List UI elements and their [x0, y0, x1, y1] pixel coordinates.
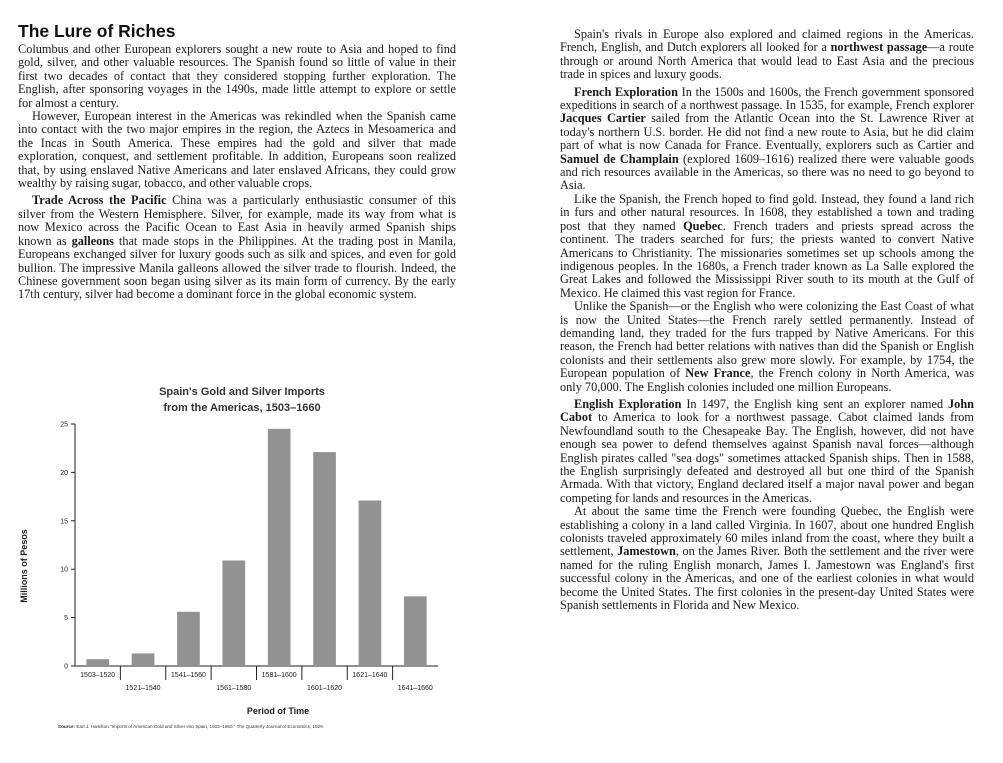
key-term-new-france: New France [685, 366, 751, 381]
bar-1641–1660 [404, 596, 427, 666]
chart-title-line-1: Spain's Gold and Silver Imports [159, 386, 325, 398]
y-tick-label: 5 [64, 615, 68, 623]
text-run: —a route through or around North America that would lead to East Asia and the precious trade in spices and luxury goods. [560, 40, 974, 82]
x-axis-label: Period of Time [246, 706, 310, 716]
text-run: Like the Spanish, the French hoped to find gold. Instead, they found a land rich in furs and other natural resources. In 1608, they established a town and trading post that they named [560, 191, 974, 233]
bar-1521–1540 [132, 653, 155, 666]
text-run: China was a particularly enthusiastic consumer of this silver from the Western Hemisphere. Silver, for example, made its way from what is now Mexico across the Pacific Ocean to East Asia in heavily armed Spanish ships known as [18, 193, 456, 248]
key-term-galleons: galleons [71, 233, 114, 248]
plot-area [60, 422, 438, 693]
bar-1601–1620 [313, 452, 336, 666]
subheading-english-exploration: English Exploration [574, 396, 682, 411]
key-term-jamestown: Jamestown [617, 544, 676, 559]
y-tick-label: 25 [60, 421, 68, 429]
text-run: In 1497, the English king sent an explorer named [681, 396, 949, 411]
y-tick-label: 15 [60, 518, 68, 526]
x-tick-label: 1621–1640 [352, 672, 388, 679]
x-tick-label: 1641–1660 [397, 685, 433, 692]
paragraph-jamestown [560, 505, 974, 612]
bar-1561–1580 [222, 560, 245, 666]
y-tick-label: 20 [60, 469, 68, 477]
key-term-northwest-passage: northwest passage [830, 40, 928, 55]
text-run: to America to look for a northwest passage. Cabot claimed lands from Newfoundland south to the Chesapeake Bay. The English, however, did not have enough sea power to defend themselves against Spanish naval forces—although English pirates called "sea dogs" sometimes attacked Spanish ships. Then in 1588, the English surprisingly defeated and destroyed all but one third of the Spanish Armada. With that victory, England declared itself a major naval power and began competing for lands and resources in the Americas. [560, 410, 974, 505]
text-run: , the French colony in North America, was only 70,000. The English colonies included one million Europeans. [560, 366, 974, 394]
y-axis-label: Millions of Pesos [19, 529, 29, 603]
y-tick-label: 0 [64, 663, 68, 671]
paragraph-french-exploration [560, 86, 974, 193]
paragraph-2: However, European interest in the Americas was rekindled when the Spanish came into contact with the two major empires in the region, the Aztecs in Mesoamerica and the Incas in South America. These empires had the gold and silver that made exploration, conquest, and settlement profitable. In addition, Europeans soon realized that, by using enslaved Native Americans and later enslaved Africans, they could grow wealthy by raising sugar, tobacco, and other valuable crops. [18, 109, 456, 191]
x-tick-label: 1601–1620 [307, 685, 343, 692]
bar-chart [18, 376, 458, 732]
text-run: (explored 1609–1616) realized there were valuable goods and rich resources available in the Americas, so there was no need to go beyond to Asia. [560, 151, 974, 193]
chart-source [58, 724, 458, 729]
bar-1541–1560 [177, 612, 200, 666]
paragraph-rivals [560, 28, 974, 82]
paragraph-quebec [560, 193, 974, 300]
paragraph-english-exploration [560, 398, 974, 505]
section-title: The Lure of Riches [18, 21, 176, 41]
bar-1581–1600 [268, 429, 291, 666]
key-term-john-cabot: John Cabot [560, 396, 974, 425]
text-run: Spain's rivals in Europe also explored and claimed regions in the Americas. French, English, and Dutch explorers all looked for a [560, 27, 974, 55]
chart-title-line-2: from the Americas, 1503–1660 [163, 402, 321, 414]
source-label: Source: [58, 724, 76, 729]
text-run: Unlike the Spanish—or the English who were colonizing the East Coast of what is now the United States—the French rarely settled permanently. Instead of demanding land, they traded for the furs trapped by Native Americans. For this reason, the French had better relations with natives than did the Spanish or English colonists and their settlements also grew more slowly. For example, by 1754, the European population of [560, 299, 974, 381]
left-column [18, 0, 456, 302]
key-term-quebec: Quebec [683, 218, 723, 233]
text-run: At about the same time the French were founding Quebec, the English were establishing a colony in a land called Virginia. In 1607, about one hundred English colonists traveled approximately 60 miles inland from the coast, where they built a settlement, [560, 504, 974, 559]
bar-1503–1520 [86, 659, 109, 666]
key-term-jacques-cartier: Jacques Cartier [560, 111, 646, 126]
paragraph-1: Columbus and other European explorers sought a new route to Asia and hoped to find gold, silver, and other valuable resources. The Spanish found so little of value in their first two decades of contact that they considered stopping further exploration. The English, after sponsoring voyages in the 1490s, made little attempt to explore or settle for almost a century. [18, 42, 456, 110]
subheading-trade-across-pacific: Trade Across the Pacific [32, 193, 167, 208]
text-run: , on the James River. Both the settlement and the river were named for the ruling English monarch, James I. Jamestown was England's first successful colony in the Americas, and one of the earliest colonies in what would become the United States. The first colonies in the present-day United States were Spanish settlements in Florida and New Mexico. [560, 544, 974, 613]
paragraph-trade-across-pacific [18, 194, 456, 301]
bar-1621–1640 [359, 500, 382, 666]
x-tick-label: 1561–1580 [216, 685, 252, 692]
paragraph-new-france [560, 300, 974, 394]
text-run: In the 1500s and 1600s, the French government sponsored expeditions in search of a northwest passage. In 1535, for example, French explorer [560, 84, 974, 113]
x-tick-label: 1503–1520 [80, 672, 116, 679]
y-tick-label: 10 [60, 566, 68, 574]
key-term-samuel-de-champlain: Samuel de Champlain [560, 151, 679, 166]
source-text: Earl J. Hamilton "Imports of American Gold and Silver into Spain, 1503–1660." The Quarterly Journal of Economics, 1929. [76, 724, 324, 729]
x-tick-label: 1581–1600 [261, 672, 297, 679]
text-run: . French traders and priests spread across the continent. The traders searched for furs; the priests wanted to convert Native Americans to Christianity. The missionaries sometimes set up schools among the indigenous peoples. In the 1680s, a French trader known as La Salle explored the Great Lakes and followed the Mississippi River south to its mouth at the Gulf of Mexico. He claimed this vast region for France. [560, 218, 974, 300]
x-tick-label: 1541–1560 [170, 672, 206, 679]
x-tick-label: 1521–1540 [125, 685, 161, 692]
text-run: sailed from the Atlantic Ocean into the St. Lawrence River at today's northern U.S. border. He did not find a new route to Asia, but he did claim part of what is now Canada for France. Eventually, explorers such as Cartier and [560, 111, 974, 153]
subheading-french-exploration: French Exploration [574, 84, 678, 99]
text-run: that made stops in the Philippines. At the trading post in Manila, Europeans exchanged silver for luxury goods such as silk and spices, and even for gold bullion. The impressive Manila galleons allowed the silver trade to flourish. Indeed, the Chinese government soon began using silver as its main form of currency. By the early 17th century, silver had become a dominant force in the global economic system. [18, 233, 456, 302]
chart-canvas [18, 376, 458, 726]
right-column [560, 28, 974, 612]
